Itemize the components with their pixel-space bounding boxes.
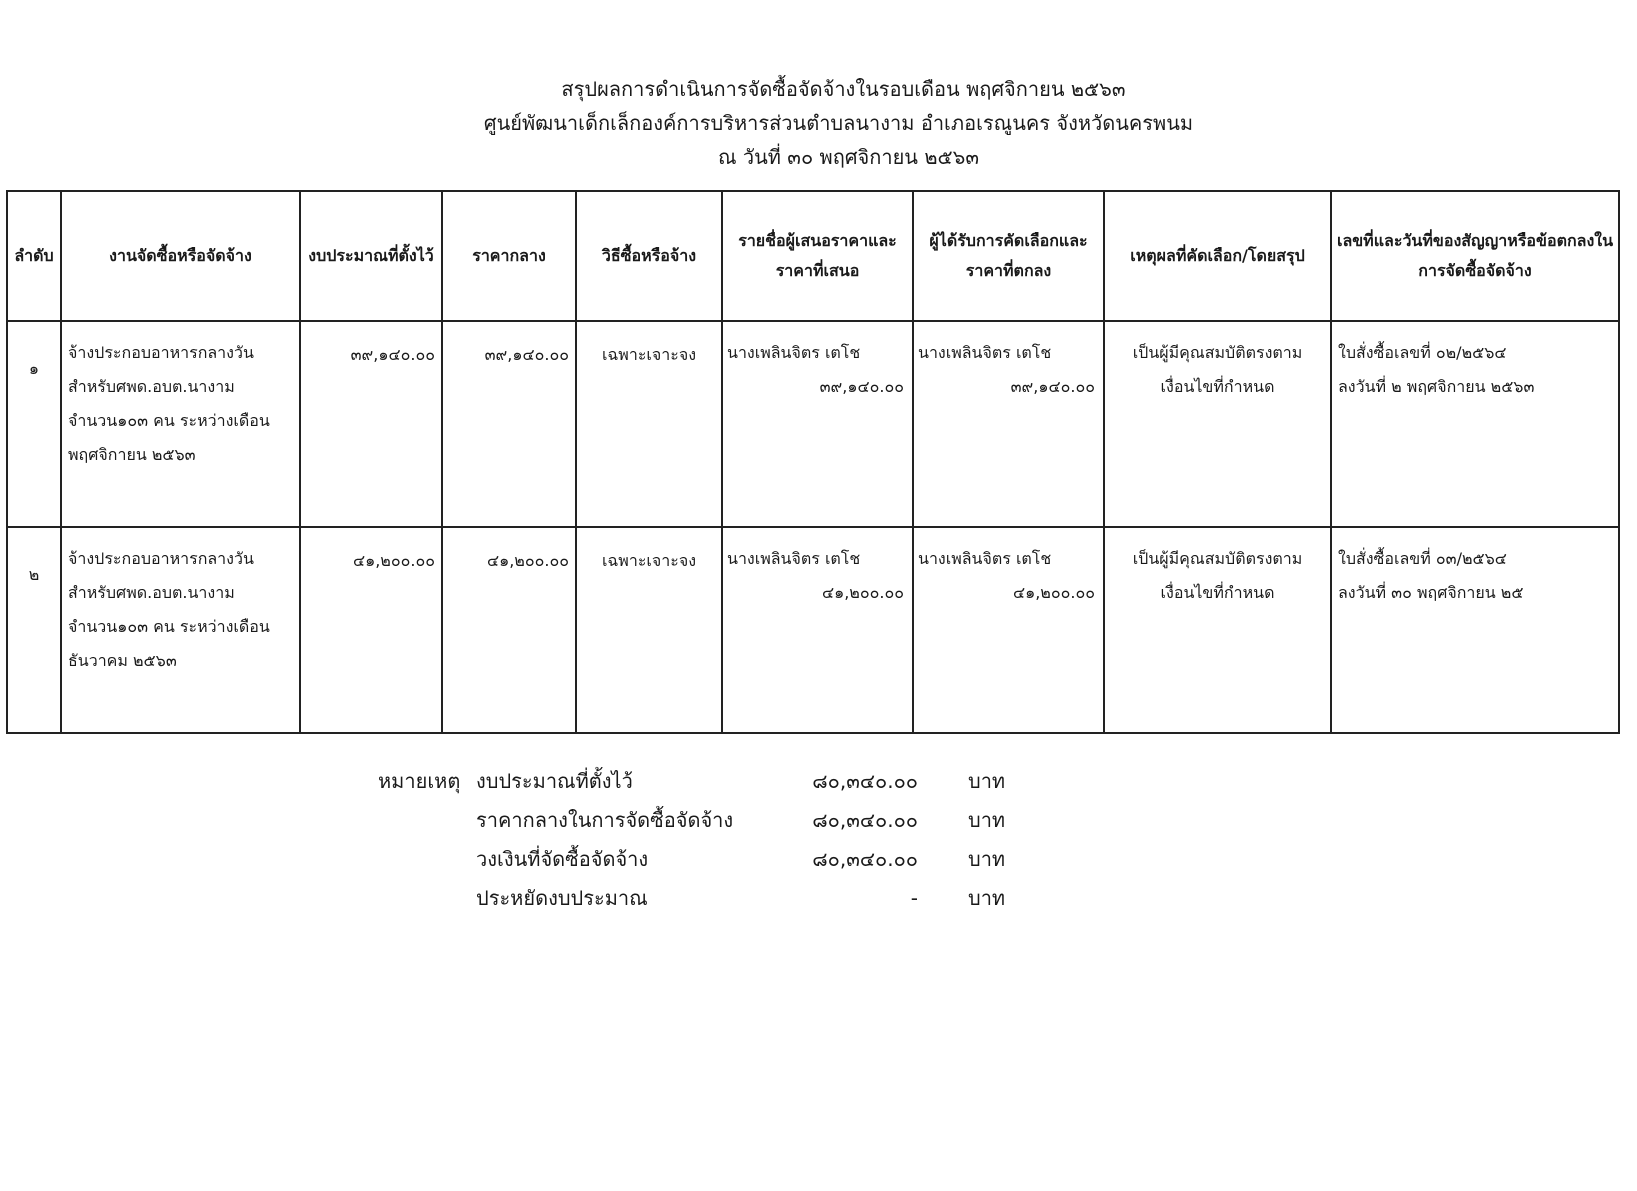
note-unit: บาท [968, 808, 1006, 832]
bidder-name: นางเพลินจิตร เตโช [727, 343, 861, 362]
cell-no: ๑ [7, 321, 61, 527]
notes-prefix: หมายเหตุ [378, 769, 461, 793]
table-header-row [7, 191, 1619, 321]
table-row [7, 527, 1619, 733]
selected-price: ๔๑,๒๐๐.๐๐ [1012, 583, 1095, 602]
document-title: สรุปผลการดำเนินการจัดซื้อจัดจ้างในรอบเดือน พฤศจิกายน ๒๕๖๓ [561, 77, 1126, 101]
note-row-savings [378, 879, 1038, 918]
table-row [7, 321, 1619, 527]
col-header-contract: เลขที่และวันที่ของสัญญาหรือข้อตกลงในการจัดซื้อจัดจ้าง [1331, 191, 1619, 321]
cell-contract [1331, 321, 1619, 527]
cell-selected [913, 527, 1104, 733]
note-label: วงเงินที่จัดซื้อจัดจ้าง [476, 847, 649, 871]
note-row-budget [378, 762, 1038, 801]
note-value: ๘๐,๓๔๐.๐๐ [812, 808, 918, 832]
note-label: งบประมาณที่ตั้งไว้ [476, 769, 633, 793]
note-label: ราคากลางในการจัดซื้อจัดจ้าง [476, 808, 734, 832]
cell-reason: เป็นผู้มีคุณสมบัติตรงตามเงื่อนไขที่กำหนด [1104, 321, 1331, 527]
note-value: ๘๐,๓๔๐.๐๐ [812, 769, 918, 793]
contract-date: ลงวันที่ ๒ พฤศจิกายน ๒๕๖๓ [1338, 377, 1535, 396]
procurement-table [6, 190, 1620, 734]
contract-number: ใบสั่งซื้อเลขที่ ๐๓/๒๕๖๔ [1338, 549, 1507, 568]
col-header-no: ลำดับ [7, 191, 61, 321]
note-value: - [910, 886, 918, 910]
cell-method: เฉพาะเจาะจง [576, 527, 722, 733]
summary-notes [378, 762, 1038, 918]
cell-task: จ้างประกอบอาหารกลางวันสำหรับศพด.อบต.นางามจำนวน๑๐๓ คน ระหว่างเดือน ธันวาคม ๒๕๖๓ [61, 527, 300, 733]
cell-budget: ๔๑,๒๐๐.๐๐ [300, 527, 442, 733]
cell-task: จ้างประกอบอาหารกลางวันสำหรับศพด.อบต.นางามจำนวน๑๐๓ คน ระหว่างเดือน พฤศจิกายน ๒๕๖๓ [61, 321, 300, 527]
as-of-date: ณ วันที่ ๓๐ พฤศจิกายน ๒๕๖๓ [717, 145, 980, 169]
contract-date: ลงวันที่ ๓๐ พฤศจิกายน ๒๕ [1338, 583, 1524, 602]
col-header-task: งานจัดซื้อหรือจัดจ้าง [61, 191, 300, 321]
note-value: ๘๐,๓๔๐.๐๐ [812, 847, 918, 871]
selected-name: นางเพลินจิตร เตโช [918, 343, 1052, 362]
note-unit: บาท [968, 847, 1006, 871]
cell-no: ๒ [7, 527, 61, 733]
bidder-price: ๔๑,๒๐๐.๐๐ [821, 583, 904, 602]
cell-bidder [722, 527, 913, 733]
selected-price: ๓๙,๑๔๐.๐๐ [1010, 377, 1095, 396]
note-unit: บาท [968, 769, 1006, 793]
col-header-reason: เหตุผลที่คัดเลือก/โดยสรุป [1104, 191, 1331, 321]
document-header [0, 72, 1637, 174]
col-header-median-price: ราคากลาง [442, 191, 576, 321]
col-header-selected: ผู้ได้รับการคัดเลือกและราคาที่ตกลง [913, 191, 1104, 321]
col-header-budget: งบประมาณที่ตั้งไว้ [300, 191, 442, 321]
cell-contract [1331, 527, 1619, 733]
col-header-method: วิธีซื้อหรือจ้าง [576, 191, 722, 321]
cell-median-price: ๓๙,๑๔๐.๐๐ [442, 321, 576, 527]
cell-selected [913, 321, 1104, 527]
note-label: ประหยัดงบประมาณ [476, 886, 648, 910]
selected-name: นางเพลินจิตร เตโช [918, 549, 1052, 568]
cell-bidder [722, 321, 913, 527]
bidder-price: ๓๙,๑๔๐.๐๐ [819, 377, 904, 396]
cell-median-price: ๔๑,๒๐๐.๐๐ [442, 527, 576, 733]
cell-method: เฉพาะเจาะจง [576, 321, 722, 527]
cell-budget: ๓๙,๑๔๐.๐๐ [300, 321, 442, 527]
note-row-procurement-amount [378, 840, 1038, 879]
cell-reason: เป็นผู้มีคุณสมบัติตรงตามเงื่อนไขที่กำหนด [1104, 527, 1331, 733]
note-row-median-price [378, 801, 1038, 840]
organization-name: ศูนย์พัฒนาเด็กเล็กองค์การบริหารส่วนตำบลนางาม อำเภอเรณูนคร จังหวัดนครพนม [483, 111, 1194, 135]
contract-number: ใบสั่งซื้อเลขที่ ๐๒/๒๕๖๔ [1338, 343, 1507, 362]
col-header-bidders: รายชื่อผู้เสนอราคาและราคาที่เสนอ [722, 191, 913, 321]
bidder-name: นางเพลินจิตร เตโช [727, 549, 861, 568]
note-unit: บาท [968, 886, 1006, 910]
